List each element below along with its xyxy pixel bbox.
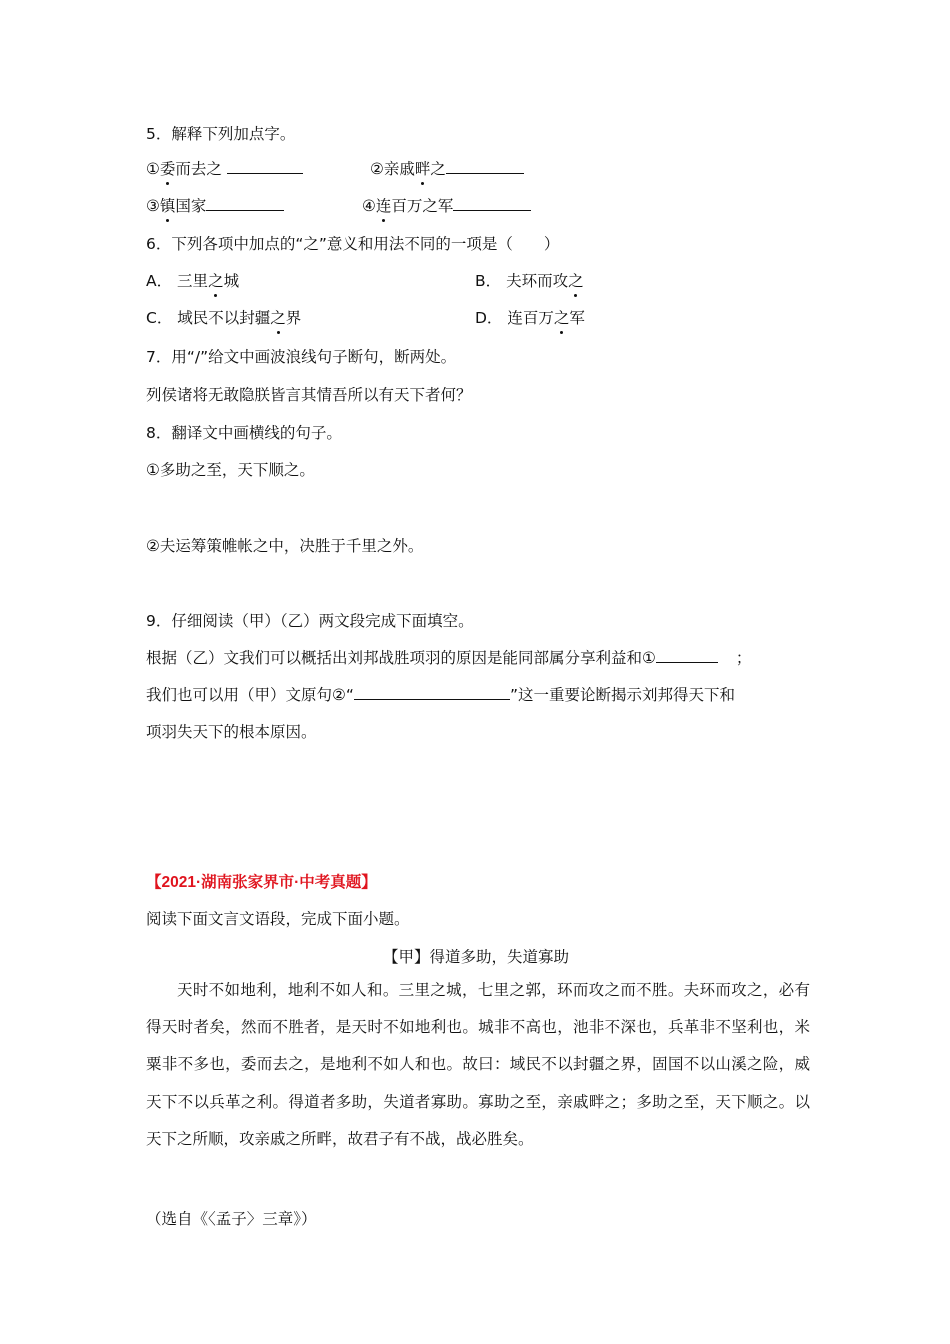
dotted-char: 委 — [159, 160, 176, 178]
q9-line-1: 根据（乙）文我们可以概括出刘邦战胜项羽的原因是能同部属分享利益和① ； — [146, 649, 752, 667]
q7-sentence: 列侯诸将无敢隐朕皆言其情吾所以有天下者何？ — [146, 386, 472, 404]
section-tag: 【2021·湖南张家界市·中考真题】 — [146, 874, 377, 891]
dotted-char: 镇 — [159, 197, 176, 215]
passage-source: （选自《〈孟子〉三章》） — [146, 1210, 317, 1228]
q9-title: 9．仔细阅读（甲）（乙）两文段完成下面填空。 — [146, 612, 474, 630]
q9-line-2: 我们也可以用（甲）文原句②“ ”这一重要论断揭示刘邦得天下和 — [146, 686, 735, 704]
dotted-char: 之 — [208, 272, 224, 290]
q6-option-b[interactable]: B． 夫环而攻之 — [475, 272, 584, 290]
q8-title: 8．翻译文中画横线的句子。 — [146, 424, 342, 442]
answer-blank[interactable] — [446, 158, 524, 174]
q8-sentence-1: ①多助之至，天下顺之。 — [146, 461, 315, 479]
q6-option-a[interactable]: A． 三里之城 — [146, 272, 240, 290]
answer-blank[interactable] — [453, 195, 531, 211]
q6-title: 6．下列各项中加点的“之”意义和用法不同的一项是（ ） — [146, 235, 560, 253]
q6-option-d[interactable]: D． 连百万之军 — [475, 309, 585, 327]
q6-option-c[interactable]: C． 域民不以封疆之界 — [146, 309, 302, 327]
dotted-char: 之 — [568, 272, 584, 290]
q9-line-3: 项羽失天下的根本原因。 — [146, 723, 317, 741]
q5-item-1: ①委而去之 — [146, 158, 303, 180]
section-intro: 阅读下面文言文语段，完成下面小题。 — [146, 910, 410, 928]
answer-blank[interactable] — [354, 684, 510, 700]
dotted-char: 之 — [270, 309, 286, 327]
q5-item-4: ④连百万之军 — [362, 195, 531, 217]
dotted-char: 连 — [375, 197, 392, 215]
answer-blank[interactable] — [206, 195, 284, 211]
q7-title: 7．用“/”给文中画波浪线句子断句，断两处。 — [146, 348, 457, 366]
q5-title: 5．解释下列加点字。 — [146, 125, 296, 143]
q5-item-3: ③镇国家 — [146, 195, 284, 217]
dotted-char: 之 — [553, 309, 570, 327]
dotted-char: 畔 — [414, 160, 431, 178]
q8-sentence-2: ②夫运筹策帷帐之中，决胜于千里之外。 — [146, 537, 424, 555]
answer-blank[interactable] — [656, 647, 718, 663]
q5-item-2: ②亲戚畔之 — [370, 158, 524, 180]
answer-blank[interactable] — [227, 158, 303, 174]
passage-text: 天时不如地利，地利不如人和。三里之城，七里之郭，环而攻之而不胜。夫环而攻之，必有得天时者矣，然而不胜者，是天时不如地利也。城非不高也，池非不深也，兵革非不坚利也，米粟非不多也，委而去之，是地利不如人和也。故曰：域民不以封疆之界，固国不以山溪之险，威天下不以兵革之利。得道者多助，失道者寡助。寡助之至，亲戚畔之；多助之至，天下顺之。以天下之所顺，攻亲戚之所畔，故君子有不战，战必胜矣。 — [146, 981, 810, 1148]
passage-title: 【甲】得道多助，失道寡助 — [382, 948, 569, 966]
